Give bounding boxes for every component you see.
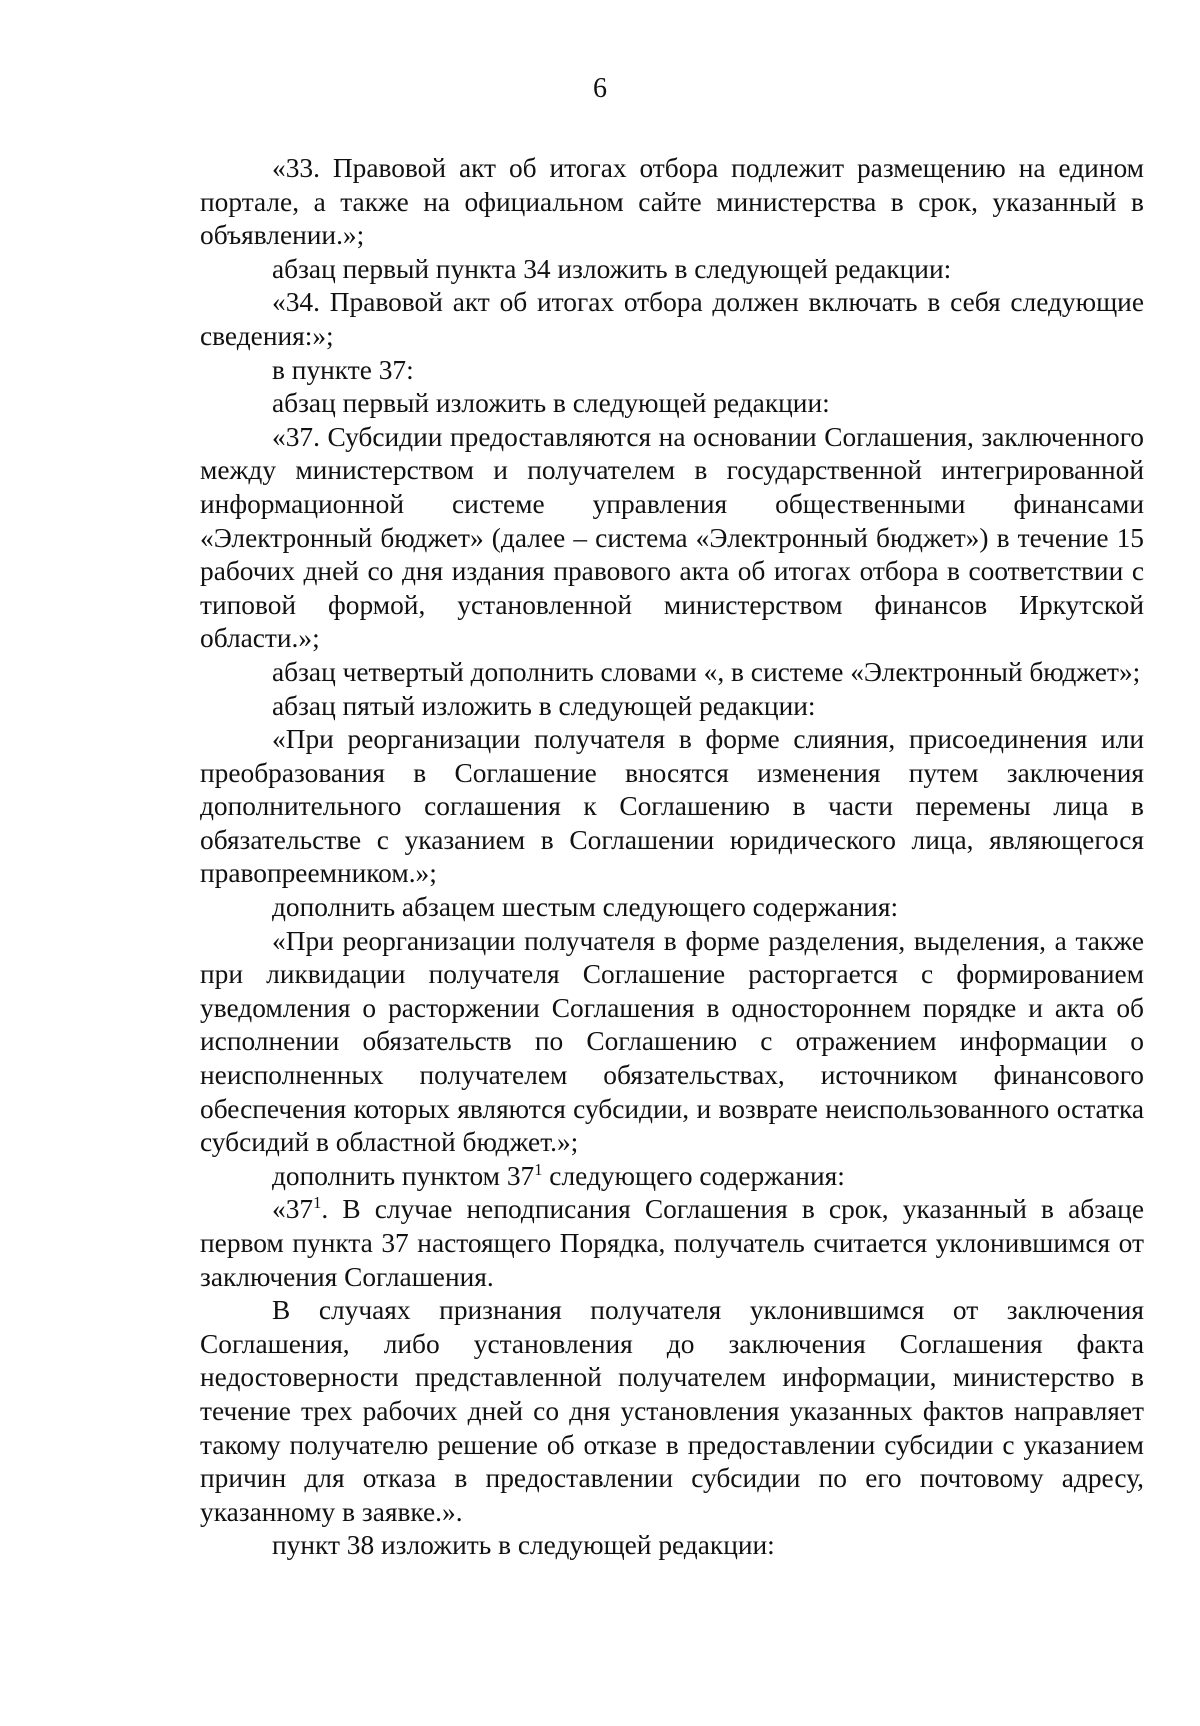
amendment-instruction: абзац четвертый дополнить словами «, в системе «Электронный бюджет»; [272,656,1141,687]
paragraph-refusal: В случаях признания получателя уклонившимся от заключения Соглашения, либо установления до заключения Соглашения факта недостоверности представленной получателем информации, министерство в течение трех рабочих дней со дня установления указанных фактов направляет такому получателю решение об отказе в предоставлении субсидии с указанием причин для отказа в предоставлении субсидии по его почтовому адресу, указанному в заявке.». [200,1295,1144,1527]
amendment-instruction [200,1160,1144,1194]
text-segment: дополнить пунктом 37 [272,1160,535,1191]
page-number: 6 [593,73,607,104]
paragraph-item-37: «37. Субсидии предоставляются на основании Соглашения, заключенного между министерством и получателем в государственной интегрированной информационной системе управления общественными финансами «Электронный бюджет» (далее – система «Электронный бюджет») в течение 15 рабочих дней со дня издания правового акта об итогах отбора в соответствии с типовой формой, установленной министерством финансов Иркутской области.»; [200,421,1144,654]
superscript: 1 [313,1193,322,1213]
superscript: 1 [534,1159,543,1179]
paragraph-reorganization-merger: «При реорганизации получателя в форме слияния, присоединения или преобразования в Соглашение вносятся изменения путем заключения дополнительного соглашения к Соглашению в части перемены лица в обязательстве с указанием в Соглашении юридического лица, являющегося правопреемником.»; [200,724,1144,889]
paragraph-item-34: «34. Правовой акт об итогах отбора должен включать в себя следующие сведения:»; [200,287,1144,351]
amendment-instruction: пункт 38 изложить в следующей редакции: [272,1530,775,1561]
text-segment: «37 [272,1194,314,1225]
amendment-instruction: абзац первый пункта 34 изложить в следующей редакции: [272,253,952,284]
amendment-instruction: абзац пятый изложить в следующей редакции: [272,690,816,721]
text-segment: следующего содержания: [542,1160,845,1191]
amendment-instruction: в пункте 37: [272,354,414,385]
paragraph-item-33: «33. Правовой акт об итогах отбора подлежит размещению на едином портале, а также на официальном сайте министерства в срок, указанный в объявлении.»; [200,153,1144,251]
amendment-instruction: дополнить абзацем шестым следующего содержания: [272,892,899,923]
paragraph-reorganization-division: «При реорганизации получателя в форме разделения, выделения, а также при ликвидации получателя Соглашение расторгается с формированием уведомления о расторжении Соглашения в одностороннем порядке и акта об исполнении обязательств по Соглашению с отражением информации о неисполненных получателем обязательствах, источником финансового обеспечения которых являются субсидии, и возврате неиспользованного остатка субсидий в областной бюджет.»; [200,925,1144,1158]
paragraph-item-37-1 [200,1193,1144,1294]
amendment-instruction: абзац первый изложить в следующей редакции: [272,388,830,419]
text-segment: . В случае неподписания Соглашения в срок, указанный в абзаце первом пункта 37 настоящего Порядка, получатель считается уклонившимся от заключения Соглашения. [200,1194,1144,1292]
document-body [200,152,1144,1563]
